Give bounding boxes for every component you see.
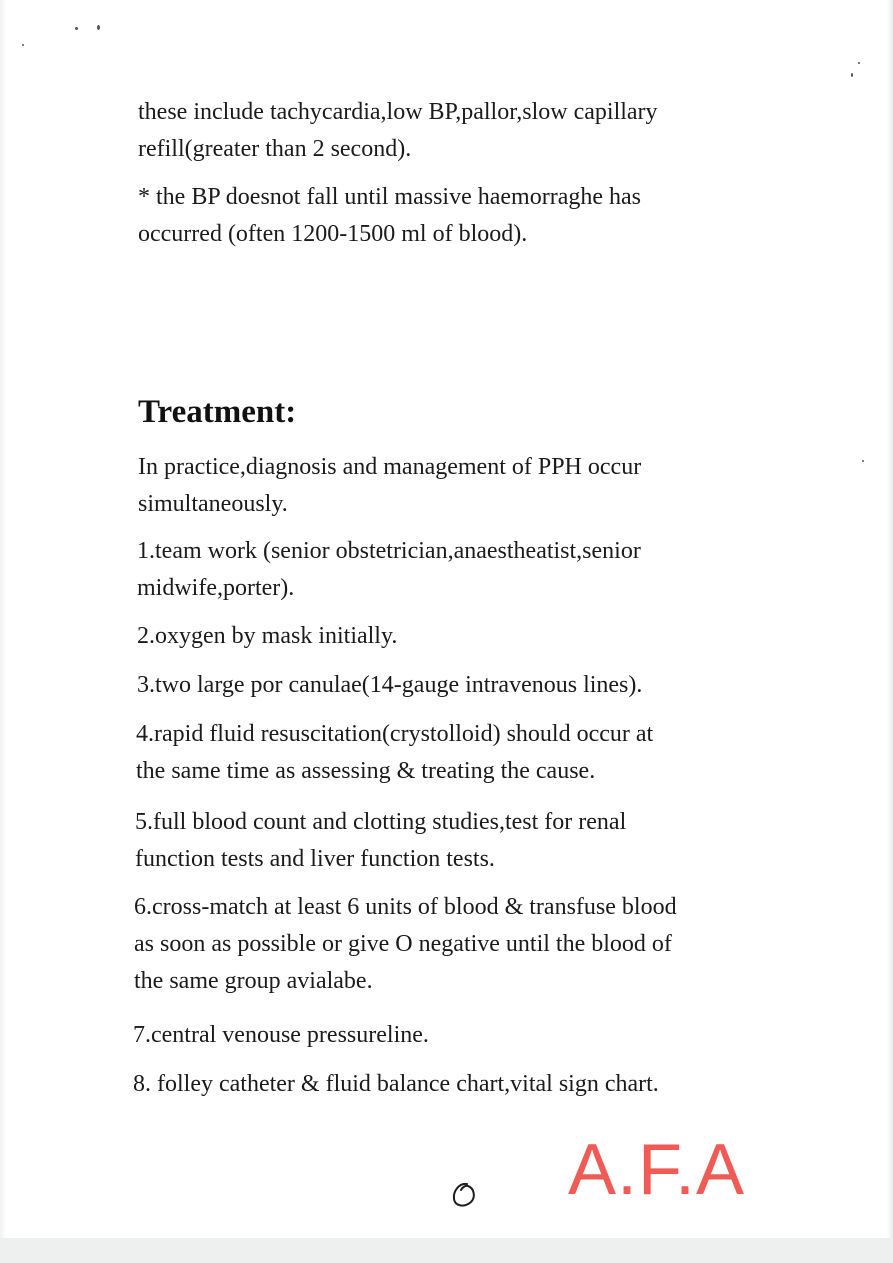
- note-line: * the BP doesnot fall until massive haemorraghe has: [138, 184, 642, 210]
- treatment-item-line: midwife,porter).: [137, 575, 295, 601]
- scan-speck: [97, 25, 100, 30]
- treatment-item-8: [133, 1066, 659, 1103]
- treatment-item-line: as soon as possible or give O negative until the blood of: [134, 931, 672, 957]
- treatment-item-1: [137, 533, 641, 607]
- treatment-item-line: 1.team work (senior obstetrician,anaestheatist,senior: [137, 538, 641, 564]
- intro-line: these include tachycardia,low BP,pallor,slow capillary: [138, 99, 658, 125]
- treatment-item-6: [134, 889, 677, 1000]
- treatment-item-line: 7.central venouse pressureline.: [133, 1022, 429, 1048]
- scan-shadow-right: [887, 0, 893, 1263]
- scan-bottom-band: [0, 1238, 893, 1263]
- treatment-item-7: [133, 1017, 429, 1054]
- treatment-item-line: 4.rapid fluid resuscitation(crystolloid) should occur at: [136, 721, 654, 747]
- treatment-item-line: 8. folley catheter & fluid balance chart,vital sign chart.: [133, 1071, 659, 1097]
- note-line: occurred (often 1200-1500 ml of blood).: [138, 221, 528, 247]
- treatment-item-3: [137, 667, 642, 704]
- treatment-item-5: [135, 804, 626, 878]
- scan-speck: [862, 460, 864, 462]
- scan-speck: [22, 44, 24, 46]
- intro-paragraph: [138, 94, 658, 168]
- scan-speck: [858, 62, 860, 64]
- afa-watermark: A.F.A: [568, 1130, 746, 1210]
- treatment-lead-paragraph: [138, 449, 641, 523]
- intro-line: refill(greater than 2 second).: [138, 136, 412, 162]
- treatment-item-line: function tests and liver function tests.: [135, 846, 495, 872]
- scan-speck: [851, 73, 853, 77]
- treatment-item-line: the same time as assessing & treating the cause.: [136, 758, 596, 784]
- bp-note-paragraph: [138, 179, 641, 253]
- lead-line: In practice,diagnosis and management of PPH occur: [138, 454, 642, 480]
- treatment-item-line: 5.full blood count and clotting studies,test for renal: [135, 809, 627, 835]
- treatment-heading: Treatment:: [138, 394, 297, 430]
- treatment-item-line: the same group avialabe.: [134, 968, 373, 994]
- treatment-item-line: 3.two large por canulae(14-gauge intravenous lines).: [137, 672, 643, 698]
- treatment-item-2: [137, 618, 397, 655]
- treatment-item-4: [136, 716, 653, 790]
- lead-line: simultaneously.: [138, 491, 288, 517]
- treatment-item-line: 2.oxygen by mask initially.: [137, 623, 398, 649]
- scan-speck: [75, 27, 78, 30]
- treatment-item-line: 6.cross-match at least 6 units of blood & transfuse blood: [134, 894, 677, 920]
- scan-shadow-left: [0, 0, 6, 1263]
- handwritten-circle-icon: [450, 1180, 478, 1210]
